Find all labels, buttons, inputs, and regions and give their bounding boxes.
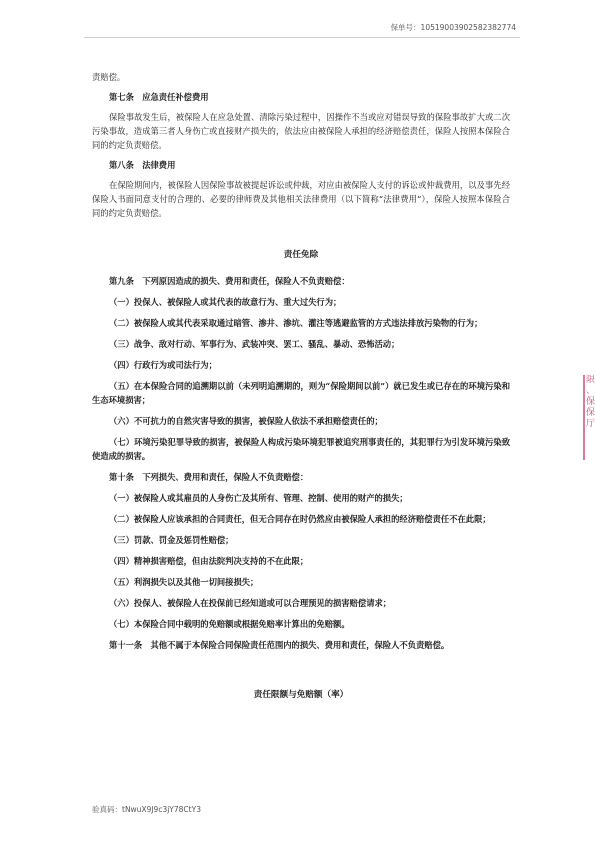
clause: （六）投保人、被保险人在投保前已经知道或可以合理预见的损害赔偿请求； [109, 598, 392, 608]
section-title: 责任限额与免赔额（率） [253, 690, 349, 700]
clause: 第九条 下列原因造成的损失、费用和责任，保险人不负责赔偿： [109, 276, 350, 286]
clause: （六）不可抗力的自然灾害导致的损害，被保险人依法不承担赔偿责任的； [109, 416, 383, 426]
stamp-char: 厅 [586, 419, 595, 429]
policy-number: 保单号：10519003902582382774 [390, 23, 516, 32]
clause: （一）被保险人或其雇员的人身伤亡及其所有、管理、控制、使用的财产的损失； [109, 493, 408, 503]
clause: （五）利润损失以及其他一切间接损失； [109, 577, 259, 587]
clause: （三）罚款、罚金及惩罚性赔偿； [109, 535, 234, 545]
stamp-char: 限 [586, 375, 595, 385]
clause: （三）战争、敌对行动、军事行为、武装冲突、罢工、骚乱、暴动、恐怖活动； [109, 339, 400, 349]
verification-code: 验真码：tNwuX9J9c3jY78CtY3 [92, 805, 201, 814]
paragraph: 在保险期间内，被保险人因保险事故被提起诉讼或仲裁，对应由被保险人支付的诉讼或仲裁费用，以及事先经保险人书面同意支付的合理的、必要的律师费及其他相关法律费用（以下简称“法律费用”），保险人按照本保险合同的约定负责赔偿。 [92, 180, 510, 218]
clause: （二）被保险人或其代表采取通过暗管、渗井、渗坑、灌注等逃避监管的方式违法排放污染物的行为； [109, 318, 483, 328]
article-heading: 第七条 应急责任补偿费用 [109, 92, 209, 102]
paragraph: 保险事故发生后，被保险人在应急处置、清除污染过程中，因操作不当或应对错误导致的保险事故扩大或二次污染事故，造成第三者人身伤亡或直接财产损失的，依法应由被保险人承担的经济赔偿责任，保险人按照本保险合同的约定负责赔偿。 [92, 112, 510, 150]
stamp-char: 保 [586, 397, 595, 407]
clause: （七）环境污染犯罪导致的损害，被保险人构成污染环境犯罪被追究刑事责任的，其犯罪行为引发环境污染致使造成的损害。 [92, 437, 510, 461]
clause: （七）本保险合同中载明的免赔额或根据免赔率计算出的免赔额。 [109, 619, 350, 629]
clause: 第十条 下列损失、费用和责任，保险人不负责赔偿： [109, 472, 309, 482]
document-body [92, 70, 510, 702]
article-heading: 第八条 法律费用 [109, 160, 176, 170]
clause: （四）行政行为或司法行为； [109, 360, 217, 370]
clause: （五）在本保险合同的追溯期以前（未列明追溯期的，则为“保险期间以前”）就已发生或已存在的环境污染和生态环境损害； [92, 381, 510, 405]
clause: （一）投保人、被保险人或其代表的故意行为、重大过失行为； [109, 297, 342, 307]
stamp-char: 保 [586, 408, 595, 418]
clause: （四）精神损害赔偿，但由法院判决支持的不在此限； [109, 556, 309, 566]
header-rule [84, 37, 520, 38]
stamp-edge [583, 375, 585, 460]
section-title: 责任免除 [283, 250, 319, 260]
clause: 第十一条 其他不属于本保险合同保险责任范围内的损失、费用和责任，保险人不负责赔偿。 [109, 640, 450, 650]
paragraph: 责赔偿。 [92, 72, 126, 82]
clause: （二）被保险人应该承担的合同责任，但无合同存在时仍然应由被保险人承担的经济赔偿责任不在此限； [109, 514, 491, 524]
seam-stamp [583, 375, 595, 460]
stamp-char: 、 [586, 386, 595, 396]
